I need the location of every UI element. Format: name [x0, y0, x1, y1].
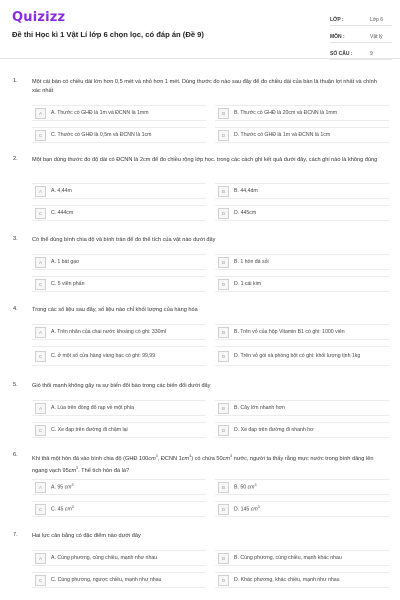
option-text: D. 145 $cm^3$ — [234, 505, 260, 513]
question-number: 5. — [13, 382, 18, 388]
option-b[interactable] — [215, 324, 389, 340]
option-letter-box: A — [35, 403, 46, 414]
option-b[interactable] — [215, 479, 389, 495]
option-letter-box: B — [218, 186, 229, 197]
option-text: B. 50 $cm^3$ — [234, 483, 257, 491]
option-letter-box: B — [218, 108, 229, 119]
option-d[interactable] — [215, 422, 389, 438]
question-text: Khi thả một hòn đá vào bình chia độ (GHĐ $100cm^3$, ĐCNN $1cm^3$) có chứa $50cm^3$ nước, người ta thấy rằng mực nước trong bình dâng lên ngang vạch $95cm^3$. Thể tích hòn đá là? — [32, 454, 374, 474]
header — [0, 0, 400, 59]
option-letter-box: A — [35, 186, 46, 197]
question-text: Trong các số liệu sau đây, số liệu nào chỉ khối lượng của hàng hóa — [32, 307, 198, 313]
option-c[interactable] — [32, 572, 206, 588]
option-b[interactable] — [215, 254, 389, 270]
option-letter-box: B — [218, 482, 229, 493]
question-number: 7. — [13, 532, 18, 538]
option-letter-box: B — [218, 257, 229, 268]
option-text: C. ở một số cửa hàng vàng bạc có ghi: 99,99 — [51, 352, 156, 359]
option-text: A. 95 $cm^3$ — [51, 483, 74, 491]
option-text: C. 5 viên phấn — [51, 280, 85, 287]
option-text: B. Thước có GHĐ là 20cm và ĐCNN là 1mm — [234, 109, 338, 116]
option-text: A. 4,44m — [51, 187, 72, 194]
option-letter-box: C — [35, 425, 46, 436]
option-c[interactable] — [32, 346, 206, 366]
option-a[interactable] — [32, 550, 206, 566]
option-text: A. 1 bát gạo — [51, 258, 79, 265]
option-letter-box: D — [218, 425, 229, 436]
option-text: D. Thước có GHĐ là 1m và ĐCNN là 1cm — [234, 131, 331, 138]
option-text: D. Xe đạp trên đường đi nhanh hơ — [234, 426, 314, 433]
page-title: Đề thi Học kì 1 Vật Lí lớp 6 chọn lọc, có đáp án (Đề 9) — [12, 30, 204, 39]
option-text: C. Cùng phương, ngược chiều, mạnh như nhau — [51, 576, 162, 583]
option-text: A. Trên nhãn của chai nước khoáng có ghi: 330ml — [51, 328, 167, 335]
option-letter-box: D — [218, 208, 229, 219]
meta-panel — [330, 14, 392, 65]
option-letter-box: B — [218, 327, 229, 338]
option-b[interactable] — [215, 400, 389, 416]
option-letter-box: B — [218, 553, 229, 564]
option-letter-box: C — [35, 130, 46, 141]
option-d[interactable] — [215, 346, 389, 366]
option-letter-box: A — [35, 482, 46, 493]
option-a[interactable] — [32, 254, 206, 270]
option-d[interactable] — [215, 127, 389, 143]
meta-value: Vật lý — [370, 33, 383, 40]
option-text: A. Lúa trên đồng đổ rạp về một phía — [51, 404, 135, 411]
question-number: 6. — [13, 452, 18, 458]
option-a[interactable] — [32, 105, 206, 121]
option-a[interactable] — [32, 479, 206, 495]
meta-value: 9 — [370, 50, 373, 57]
option-letter-box: C — [35, 504, 46, 515]
option-text: A. Cùng phương, cùng chiều, mạnh như nhau — [51, 554, 158, 561]
option-letter-box: C — [35, 208, 46, 219]
option-letter-box: A — [35, 327, 46, 338]
option-letter-box: C — [35, 351, 46, 362]
meta-value: Lớp 6 — [370, 16, 384, 23]
option-b[interactable] — [215, 183, 389, 199]
question-text: Một cái bàn có chiều dài lớn hơn 0,5 mét và nhỏ hơn 1 mét. Dùng thước đo nào sau đây để đo chiều dài của bàn là thuận lợi nhất và chính xác nhất — [32, 79, 377, 94]
question-text: Một bạn dùng thước đo độ dài có ĐCNN là 2cm để đo chiều rộng lớp học. trong các cách ghi kết quả dưới đây, cách ghi nào là không đúng — [32, 157, 378, 163]
option-letter-box: A — [35, 108, 46, 119]
option-text: D. 445cm — [234, 209, 257, 216]
option-text: C. 444cm — [51, 209, 74, 216]
option-text: B. Trên vỏ của hộp Vitamin B1 có ghi: 1000 viên — [234, 328, 345, 335]
option-letter-box: C — [35, 575, 46, 586]
option-a[interactable] — [32, 400, 206, 416]
meta-row-count — [330, 48, 392, 60]
option-letter-box: C — [35, 279, 46, 290]
question-text: Có thể dùng bình chia độ và bình tràn để đo thể tích của vật nào dưới đây — [32, 237, 216, 243]
meta-key: MÔN : — [330, 33, 345, 40]
option-b[interactable] — [215, 550, 389, 566]
option-letter-box: D — [218, 351, 229, 362]
option-text: C. Xe đạp trên đường đi chậm lại — [51, 426, 128, 433]
option-c[interactable] — [32, 501, 206, 517]
question-number: 4. — [13, 306, 18, 312]
meta-row-subject — [330, 31, 392, 43]
option-c[interactable] — [32, 422, 206, 438]
question-number: 3. — [13, 236, 18, 242]
option-d[interactable] — [215, 276, 389, 292]
meta-row-class — [330, 14, 392, 26]
meta-key: LỚP : — [330, 16, 344, 23]
option-letter-box: A — [35, 553, 46, 564]
option-text: C. Thước có GHĐ là 0,5m và ĐCNN là 1cm — [51, 131, 152, 138]
meta-key: SỐ CÂU : — [330, 50, 353, 57]
option-letter-box: D — [218, 504, 229, 515]
option-letter-box: A — [35, 257, 46, 268]
quizizz-logo[interactable]: Quizizz — [12, 10, 66, 25]
option-d[interactable] — [215, 205, 389, 221]
option-text: B. Cùng phương, cùng chiều, mạnh khác nhau — [234, 554, 342, 561]
option-text: B. 1 hòn đá sỏi — [234, 258, 269, 265]
question-number: 2. — [13, 156, 18, 162]
option-text: C. 45 $cm^3$ — [51, 505, 74, 513]
question-number: 1. — [13, 78, 18, 84]
option-text: B. 44,4dm — [234, 187, 258, 194]
option-d[interactable] — [215, 572, 389, 588]
option-a[interactable] — [32, 183, 206, 199]
option-text: A. Thước có GHĐ là 1m và ĐCNN là 1mm — [51, 109, 149, 116]
option-text: D. 1 cái kim — [234, 280, 262, 287]
question-text: Gió thổi mạnh không gây ra sự biến đổi bào trong các biến đổi dưới đây — [32, 383, 211, 389]
option-letter-box: D — [218, 130, 229, 141]
option-letter-box: B — [218, 403, 229, 414]
option-c[interactable] — [32, 205, 206, 221]
option-d[interactable] — [215, 501, 389, 517]
option-letter-box: D — [218, 575, 229, 586]
option-a[interactable] — [32, 324, 206, 340]
option-c[interactable] — [32, 276, 206, 292]
question-text: Hai lực cân bằng có đặc điểm nào dưới đây — [32, 533, 141, 539]
option-letter-box: D — [218, 279, 229, 290]
option-text: D. Trên vỏ gói xà phòng bột có ghi: khối lượng tịnh 1kg — [234, 352, 361, 359]
option-c[interactable] — [32, 127, 206, 143]
option-b[interactable] — [215, 105, 389, 121]
option-text: B. Cây lớn nhanh hơn — [234, 404, 285, 411]
option-text: D. Khác phương, khác chiều, mạnh như nhau — [234, 576, 340, 583]
